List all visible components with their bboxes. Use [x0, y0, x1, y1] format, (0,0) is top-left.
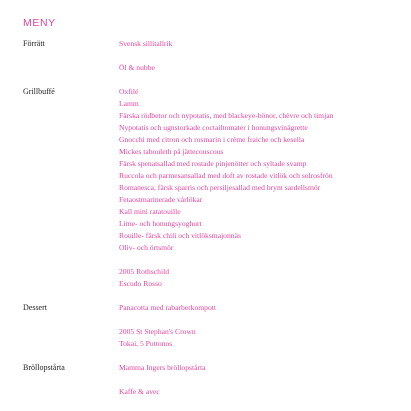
menu-item: Lime- och honungsyoghurt	[119, 219, 202, 228]
section-label: Bröllopstårta	[23, 363, 65, 372]
menu-item: Mickes tabouleth på jättecouscous	[119, 147, 224, 156]
menu-item: Oliv- och örtsmör	[119, 243, 174, 252]
menu-title: MENY	[23, 17, 56, 29]
menu-item: Rouille- färsk chili och vitlöksmajonnäs	[119, 231, 241, 240]
menu-item: Svensk sillitallrik	[119, 39, 173, 48]
menu-item: 2005 Rothschild	[119, 267, 169, 276]
item-spacer	[119, 374, 205, 386]
menu-item: Mamma Ingers bröllopstårta	[119, 363, 206, 372]
menu-item: Panacotta med rabarberkompott	[119, 303, 216, 312]
menu-item: Oxfilé	[119, 87, 139, 96]
item-spacer	[119, 254, 333, 266]
menu-item: Kaffe & avec	[119, 387, 160, 396]
menu-item: Lamm	[119, 99, 139, 108]
menu-item: Romanesca, färsk sparris och persiljesallad med brynt sardellsmör	[119, 183, 321, 192]
menu-item-list	[119, 38, 172, 74]
menu-item: Kall mini ratatouille	[119, 207, 181, 216]
menu-item: Fetaostmarinerade vårlökar	[119, 195, 203, 204]
menu-item: Gnocchi med citron och rosmarin i crème fraiche och kesella	[119, 135, 305, 144]
section-label: Förrätt	[23, 39, 45, 48]
menu-item: Escudo Rosso	[119, 279, 162, 288]
menu-item: Öl & nubbe	[119, 63, 155, 72]
menu-item: Ruccola och parmesansallad med doft av rostade vitlök och solrosfrön	[119, 171, 333, 180]
menu-item: Nypotatis och ugnstorkade coctailtomater i honungsvinägrette	[119, 123, 308, 132]
item-spacer	[119, 50, 172, 62]
menu-item-list	[119, 302, 216, 350]
menu-item-list	[119, 86, 333, 290]
section-label: Dessert	[23, 303, 47, 312]
item-spacer	[119, 314, 216, 326]
menu-item-list	[119, 362, 205, 398]
section-label: Grillbuffé	[23, 87, 55, 96]
menu-item: Färsk spenatsallad med rostade pinjenötter och syltade svamp	[119, 159, 307, 168]
menu-item: 2005 St Stephan's Crown	[119, 327, 196, 336]
menu-item: Färska rödbetor och nypotatis, med blackeye-bönor, chèvre och timjan	[119, 111, 334, 120]
menu-item: Tokai, 5 Puttonos	[119, 339, 173, 348]
